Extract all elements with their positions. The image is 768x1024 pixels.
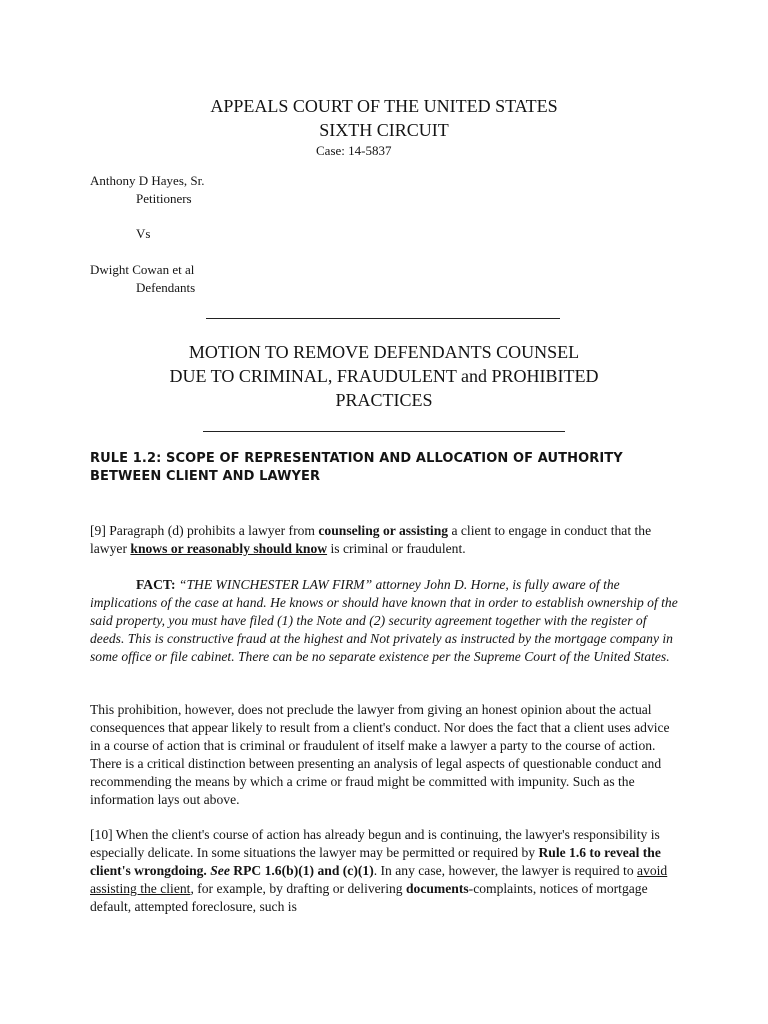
fact-paragraph: [90, 576, 680, 666]
motion-title-line3: PRACTICES: [335, 390, 433, 410]
court-name-line1: APPEALS COURT OF THE UNITED STATES: [210, 96, 558, 116]
paragraph-9: [90, 522, 680, 558]
paragraph-9-text-c: is criminal or fraudulent.: [327, 541, 466, 557]
motion-title-line2: DUE TO CRIMINAL, FRAUDULENT and PROHIBITED: [169, 366, 599, 386]
rule-heading-line1: RULE 1.2: SCOPE OF REPRESENTATION AND ALLOCATION OF AUTHORITY: [90, 451, 623, 466]
rule-heading-line2: BETWEEN CLIENT AND LAWYER: [90, 469, 321, 484]
versus-label: Vs: [136, 226, 151, 241]
paragraph-10-underlined: avoid assisting the client: [90, 863, 668, 897]
defendant-role: Defendants: [136, 280, 196, 295]
paragraph-9-text-b: a client to engage in conduct that the lawyer: [90, 523, 652, 557]
fact-label: FACT:: [136, 577, 176, 592]
paragraph-9-text-a: [9] Paragraph (d) prohibits a lawyer from: [90, 523, 319, 538]
petitioner-role: Petitioners: [136, 191, 192, 206]
motion-title-line1: MOTION TO REMOVE DEFENDANTS COUNSEL: [188, 342, 580, 362]
paragraph-10-bold-documents: documents: [405, 881, 469, 897]
rule-heading: [90, 450, 690, 486]
fact-text: “THE WINCHESTER LAW FIRM” attorney John D. Horne, is fully aware of the implications of the case at hand. He knows or should have known that in order to establish ownership of the said property, you must have filed (1) the Note and (2) security agreement together with the register of deeds. This is constructive fraud at the highest and Not privately as instructed by the mortgage company in some office or file cabinet. There can be no separate existence per the Supreme Court of the United States.: [90, 577, 678, 665]
defendant-name: Dwight Cowan et al: [90, 262, 195, 277]
paragraph-10-text-c: , for example, by drafting or delivering: [190, 881, 406, 897]
paragraph-10-text-b: . In any case, however, the lawyer is required to: [373, 863, 638, 879]
paragraph-10-text-a: [10] When the client's course of action has already begun and is continuing, the lawyer's responsibility is especially delicate. In some situations the lawyer may be permitted or required by: [90, 827, 660, 861]
petitioner-name: Anthony D Hayes, Sr.: [90, 173, 205, 188]
paragraph-10-text-d: -complaints, notices of mortgage default, attempted foreclosure, such is: [90, 881, 648, 915]
court-name-line2: SIXTH CIRCUIT: [319, 120, 449, 140]
paragraph-10-bold-rpc: RPC 1.6(b)(1) and (c)(1): [229, 863, 374, 879]
paragraph-9-bold-underlined: knows or reasonably should know: [130, 541, 328, 557]
separator-line-top: [206, 318, 560, 319]
paragraph-9-bold-a: counseling or assisting: [318, 523, 449, 538]
paragraph-10: [90, 826, 680, 916]
paragraph-10-see: See: [210, 863, 230, 879]
case-number: Case: 14-5837: [316, 143, 392, 158]
separator-line-bottom: [203, 431, 565, 432]
prohibition-paragraph: This prohibition, however, does not preclude the lawyer from giving an honest opinion about the actual consequences that appear likely to result from a client's conduct. Nor does the fact that a client uses advice in a course of action that is criminal or fraudulent of itself make a lawyer a party to the course of action. There is a critical distinction between presenting an analysis of legal aspects of questionable conduct and recommending the means by which a crime or fraud might be committed with impunity. Such as the information lays out above.: [90, 702, 670, 808]
paragraph-10-bold-rule: Rule 1.6 to reveal the client's wrongdoing.: [90, 845, 661, 879]
